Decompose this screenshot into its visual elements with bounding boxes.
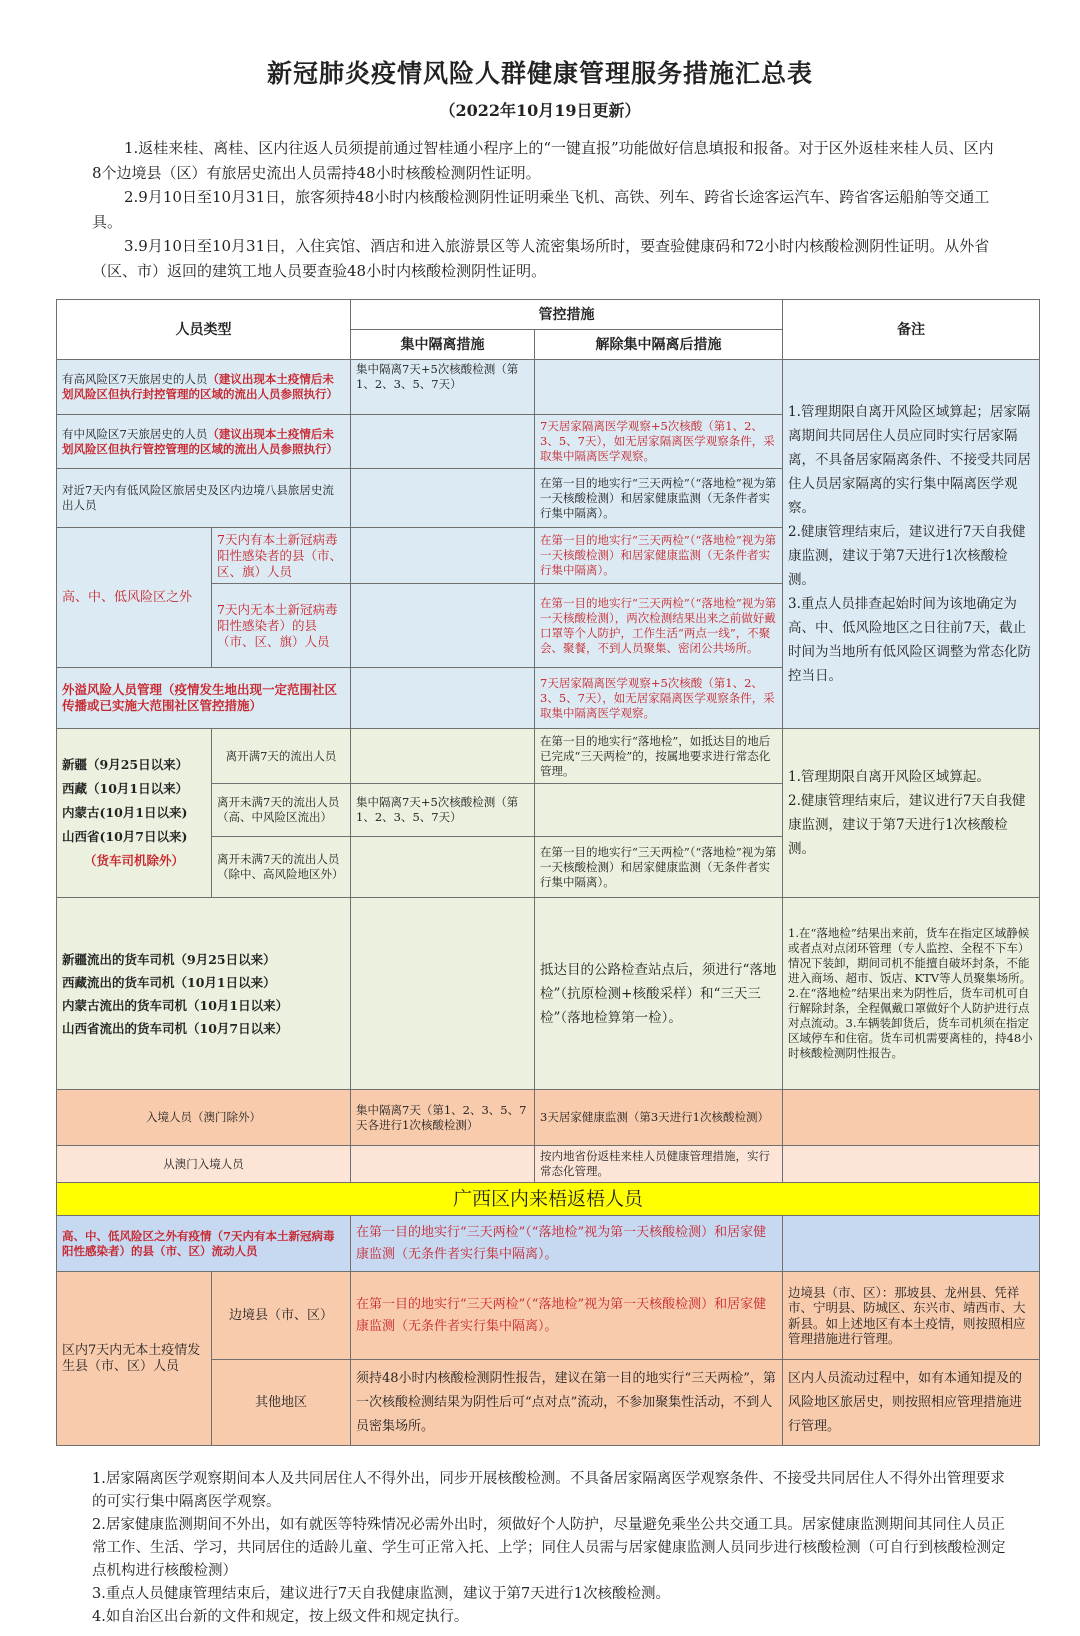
- remark-cell: [783, 360, 1040, 729]
- type-cell: 入境人员（澳门除外）: [57, 1090, 351, 1146]
- table-row: [57, 1272, 1040, 1360]
- central-cell: 集中隔离7天+5次核酸检测（第1、2、3、5、7天）: [351, 784, 535, 837]
- type-cell: [57, 360, 351, 415]
- remark-cell: 边境县（市、区）：那坡县、龙州县、凭祥市、宁明县、防城区、东兴市、靖西市、大新县。如上述地区有本土疫情，则按照相应管理措施进行管理。: [783, 1272, 1040, 1360]
- remark-cell: [783, 1216, 1040, 1272]
- type-cell: 对近7天内有低风险区旅居史及区内边境八县旅居史流出人员: [57, 469, 351, 528]
- type-cell: 外溢风险人员管理（疫情发生地出现一定范围社区传播或已实施大范围社区管控措施）: [57, 668, 351, 729]
- type-text: 有中风险区7天旅居史的人员: [62, 426, 208, 441]
- footer-item: 3.重点人员健康管理结束后，建议进行7天自我健康监测，建议于第7天进行1次核酸检测。: [92, 1586, 671, 1602]
- central-cell: [351, 668, 535, 729]
- table-row: [57, 360, 1040, 415]
- truck-item: 新疆流出的货车司机（9月25日以来）: [62, 951, 276, 967]
- remark-cell: 区内人员流动过程中，如有本通知提及的风险地区旅居史，则按照相应管理措施进行管理。: [783, 1360, 1040, 1446]
- central-cell: [351, 528, 535, 584]
- measure-cell: 在第一目的地实行“三天两检”（“落地检”视为第一天核酸检测）和居家健康监测（无条件者实行集中隔离）。: [351, 1272, 783, 1360]
- after-cell: 3天居家健康监测（第3天进行1次核酸检测）: [535, 1090, 783, 1146]
- header-type: 人员类型: [57, 300, 351, 360]
- after-cell: 7天居家隔离医学观察+5次核酸（第1、2、3、5、7天），如无居家隔离医学观察条件，采取集中隔离医学观察。: [535, 415, 783, 469]
- intro-notes: [92, 136, 1002, 283]
- footer-notes: [92, 1468, 1012, 1629]
- header-remark: 备注: [783, 300, 1040, 360]
- type-cell: 7天内有本土新冠病毒阳性感染者的县（市、区、旗）人员: [212, 528, 351, 584]
- central-cell: [351, 415, 535, 469]
- central-cell: [351, 898, 535, 1090]
- after-cell: 抵达目的公路检查站点后，须进行“落地检”（抗原检测+核酸采样）和“三天三检”（落地检算第一检）。: [535, 898, 783, 1090]
- type-cell: 离开未满7天的流出人员（除中、高风险地区外）: [212, 837, 351, 898]
- measure-cell: 在第一目的地实行“三天两检”（“落地检”视为第一天核酸检测）和居家健康监测（无条件者实行集中隔离）。: [351, 1216, 783, 1272]
- after-cell: [535, 784, 783, 837]
- central-cell: [351, 584, 535, 668]
- remark-item: 2.健康管理结束后，建议进行7天自我健康监测，建议于第7天进行1次核酸检测。: [788, 524, 1026, 588]
- central-cell: [351, 1146, 535, 1183]
- table-row: [57, 1183, 1040, 1216]
- remark-cell: 1.在“落地检”结果出来前，货车在指定区域静候或者点对点闭环管理（专人监控、全程不下车）情况下装卸，期间司机不能擅自破坏封条，不能进入商场、超市、饭店、KTV等人员聚集场所。2.在“落地检”结果出来为阴性后，货车司机可自行解除封条，全程佩戴口罩做好个人防护进行点对点流动。3.车辆装卸货后，货车司机须在指定区域停车和住宿。货车司机需要离桂的，持48小时核酸检测阴性报告。: [783, 898, 1040, 1090]
- central-cell: 集中隔离7天（第1、2、3、5、7天各进行1次核酸检测）: [351, 1090, 535, 1146]
- region-item: 山西省(10月7日以来): [62, 829, 188, 844]
- after-cell: 在第一目的地实行“落地检”，如抵达目的地后已完成“三天两检”的，按属地要求进行常态化管理。: [535, 729, 783, 784]
- central-cell: [351, 469, 535, 528]
- footer-item: 1.居家隔离医学观察期间本人及共同居住人不得外出，同步开展核酸检测。不具备居家隔离医学观察条件、不接受共同居住人不得外出管理要求的可实行集中隔离医学观察。: [92, 1471, 1005, 1510]
- remark-cell: [783, 1146, 1040, 1183]
- footer-item: 4.如自治区出台新的文件和规定，按上级文件和规定执行。: [92, 1609, 469, 1625]
- measures-table: [56, 299, 1040, 1446]
- region-item: 内蒙古(10月1日以来): [62, 805, 188, 820]
- after-cell: 在第一目的地实行“三天两检”（“落地检”视为第一天核酸检测）和居家健康监测（无条件者实行集中隔离）。: [535, 528, 783, 584]
- header-control: 管控措施: [351, 300, 783, 330]
- after-cell: 按内地省份返桂来桂人员健康管理措施，实行常态化管理。: [535, 1146, 783, 1183]
- type-cell: 其他地区: [212, 1360, 351, 1446]
- type-text: 有高风险区7天旅居史的人员: [62, 372, 208, 386]
- truck-item: 山西省流出的货车司机（10月7日以来）: [62, 1020, 289, 1036]
- central-cell: [351, 837, 535, 898]
- measure-cell: 须持48小时内核酸检测阴性报告，建议在第一目的地实行“三天两检”，第一次核酸检测结果为阴性后可“点对点”流动，不参加聚集性活动，不到人员密集场所。: [351, 1360, 783, 1446]
- type-cell: 离开满7天的流出人员: [212, 729, 351, 784]
- header-central: 集中隔离措施: [351, 330, 535, 360]
- header-after: 解除集中隔离后措施: [535, 330, 783, 360]
- remark-cell: [783, 729, 1040, 898]
- type-cell: 7天内无本土新冠病毒阳性感染者）的县（市、区、旗）人员: [212, 584, 351, 668]
- type-cell: [57, 898, 351, 1090]
- remark-item: 3.重点人员排查起始时间为该地确定为高、中、低风险地区之日往前7天，截止时间为当地所有低风险区调整为常态化防控当日。: [788, 596, 1031, 684]
- group-cell: 区内7天内无本土疫情发生县（市、区）人员: [57, 1272, 212, 1446]
- truck-item: 内蒙古流出的货车司机（10月1日以来）: [62, 997, 289, 1013]
- page-subtitle: （2022年10月19日更新）: [439, 101, 641, 120]
- region-exclude: （货车司机除外）: [83, 853, 184, 868]
- region-group-cell: [57, 729, 212, 898]
- table-row: [57, 1146, 1040, 1183]
- page-title: 新冠肺炎疫情风险人群健康管理服务措施汇总表: [266, 59, 813, 88]
- region-item: 新疆（9月25日以来）: [62, 757, 189, 772]
- intro-item: 3.9月10日至10月31日，入住宾馆、酒店和进入旅游景区等人流密集场所时，要查验健康码和72小时内核酸检测阴性证明。从外省（区、市）返回的建筑工地人员要查验48小时内核酸检测阴性证明。: [92, 237, 990, 280]
- after-cell: 在第一目的地实行“三天两检”（“落地检”视为第一天核酸检测）和居家健康监测（无条件者实行集中隔离）。: [535, 469, 783, 528]
- central-cell: 集中隔离7天+5次核酸检测（第1、2、3、5、7天）: [351, 360, 535, 415]
- table-row: [57, 898, 1040, 1090]
- remark-item: 1.管理期限自离开风险区域算起。: [788, 769, 990, 785]
- type-cell: 边境县（市、区）: [212, 1272, 351, 1360]
- section-heading: 广西区内来梧返梧人员: [57, 1183, 1040, 1216]
- type-cell: 高、中、低风险区之外有疫情（7天内有本土新冠病毒阳性感染者）的县（市、区）流动人员: [57, 1216, 351, 1272]
- remark-cell: [783, 1090, 1040, 1146]
- remark-item: 1.管理期限自离开风险区域算起；居家隔离期间共同居住人员应同时实行居家隔离，不具备居家隔离条件、不接受共同居住人员居家隔离的实行集中隔离医学观察。: [788, 404, 1031, 516]
- intro-item: 1.返桂来桂、离桂、区内往返人员须提前通过智桂通小程序上的“一键直报”功能做好信息填报和报备。对于区外返桂来桂人员、区内8个边境县（区）有旅居史流出人员需持48小时核酸检测阴性证明。: [92, 139, 994, 182]
- type-cell: 离开未满7天的流出人员（高、中风险区流出）: [212, 784, 351, 837]
- type-cell: [57, 415, 351, 469]
- type-note: （建议出现本土疫情后未划风险区但执行封控管理的区域的流出人员参照执行）: [62, 372, 338, 401]
- region-item: 西藏（10月1日以来）: [62, 781, 189, 796]
- remark-item: 2.健康管理结束后，建议进行7天自我健康监测，建议于第7天进行1次核酸检测。: [788, 793, 1026, 857]
- intro-item: 2.9月10日至10月31日，旅客须持48小时内核酸检测阴性证明乘坐飞机、高铁、列车、跨省长途客运汽车、跨省客运船舶等交通工具。: [92, 188, 990, 231]
- group-cell: 高、中、低风险区之外: [57, 528, 212, 668]
- type-cell: 从澳门入境人员: [57, 1146, 351, 1183]
- central-cell: [351, 729, 535, 784]
- footer-item: 2.居家健康监测期间不外出，如有就医等特殊情况必需外出时，须做好个人防护，尽量避免乘坐公共交通工具。居家健康监测期间其同住人员正常工作、生活、学习，共同居住的适龄儿童、学生可正常入托、上学；同住人员需与居家健康监测人员同步进行核酸检测（可自行到核酸检测定点机构进行核酸检测）: [92, 1517, 1006, 1579]
- table-row: [57, 1216, 1040, 1272]
- type-note: （建议出现本土疫情后未划风险区但执行管控管理的区域的流出人员参照执行）: [62, 426, 338, 456]
- after-cell: 在第一目的地实行“三天两检”（“落地检”视为第一天核酸检测），两次检测结果出来之前做好戴口罩等个人防护，工作生活“两点一线”，不聚会、聚餐，不到人员聚集、密闭公共场所。: [535, 584, 783, 668]
- truck-item: 西藏流出的货车司机（10月1日以来）: [62, 974, 276, 990]
- table-row: [57, 1090, 1040, 1146]
- after-cell: 在第一目的地实行“三天两检”（“落地检”视为第一天核酸检测）和居家健康监测（无条件者实行集中隔离）。: [535, 837, 783, 898]
- after-cell: [535, 360, 783, 415]
- after-cell: 7天居家隔离医学观察+5次核酸（第1、2、3、5、7天），如无居家隔离医学观察条件，采取集中隔离医学观察。: [535, 668, 783, 729]
- table-row: [57, 729, 1040, 784]
